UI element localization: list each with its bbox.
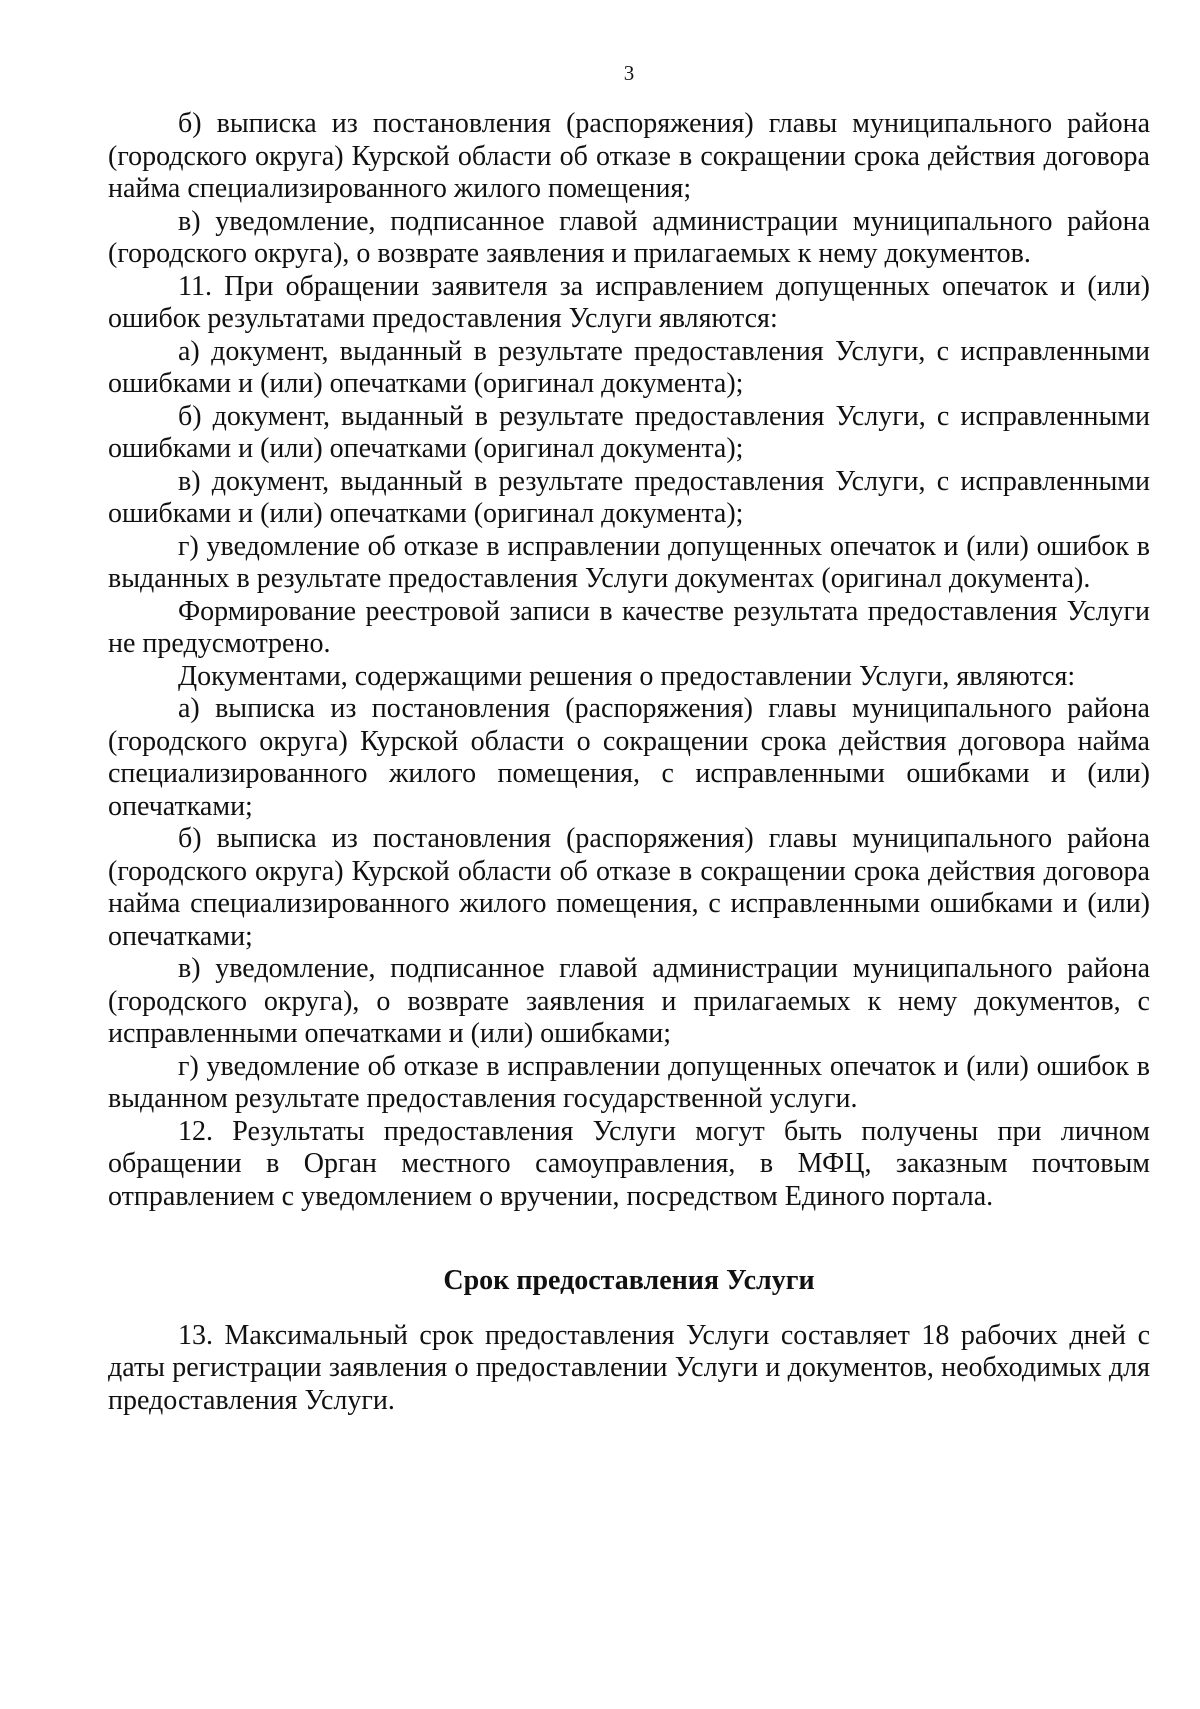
paragraph: в) уведомление, подписанное главой администрации муниципального района (городского округа), о возврате заявления и прилагаемых к нему документов. bbox=[108, 205, 1150, 269]
paragraph: в) уведомление, подписанное главой администрации муниципального района (городского округа), о возврате заявления и прилагаемых к нему документов, с исправленными опечатками и (или) ошибками; bbox=[108, 953, 1150, 1049]
paragraph: в) документ, выданный в результате предоставления Услуги, с исправленными ошибками и (или) опечатками (оригинал документа); bbox=[108, 465, 1150, 529]
paragraph: а) документ, выданный в результате предоставления Услуги, с исправленными ошибками и (или) опечатками (оригинал документа); bbox=[108, 335, 1150, 399]
paragraph: г) уведомление об отказе в исправлении допущенных опечаток и (или) ошибок в выданных в результате предоставления Услуги документах (оригинал документа). bbox=[108, 530, 1150, 594]
paragraph: Формирование реестровой записи в качестве результата предоставления Услуги не предусмотрено. bbox=[108, 595, 1150, 659]
paragraph: б) выписка из постановления (распоряжения) главы муниципального района (городского округа) Курской области об отказе в сокращении срока действия договора найма специализированного жилого помещения; bbox=[108, 108, 1150, 204]
paragraph: Документами, содержащими решения о предоставлении Услуги, являются: bbox=[178, 660, 1076, 692]
section-heading: Срок предоставления Услуги bbox=[443, 1265, 815, 1296]
page-number: 3 bbox=[623, 61, 635, 85]
paragraph: 11. При обращении заявителя за исправлением допущенных опечаток и (или) ошибок результатами предоставления Услуги являются: bbox=[108, 270, 1150, 334]
document-page bbox=[108, 58, 1150, 1417]
paragraph: 12. Результаты предоставления Услуги могут быть получены при личном обращении в Орган местного самоуправления, в МФЦ, заказным почтовым отправлением с уведомлением о вручении, посредством Единого портала. bbox=[108, 1115, 1150, 1212]
paragraph: г) уведомление об отказе в исправлении допущенных опечаток и (или) ошибок в выданном результате предоставления государственной услуги. bbox=[108, 1050, 1150, 1114]
paragraph: 13. Максимальный срок предоставления Услуги составляет 18 рабочих дней с даты регистрации заявления о предоставлении Услуги и документов, необходимых для предоставления Услуги. bbox=[108, 1319, 1150, 1416]
paragraph: а) выписка из постановления (распоряжения) главы муниципального района (городского округа) Курской области о сокращении срока действия договора найма специализированного жилого помещения, с исправленными ошибками и (или) опечатками; bbox=[108, 693, 1150, 822]
paragraph: б) документ, выданный в результате предоставления Услуги, с исправленными ошибками и (или) опечатками (оригинал документа); bbox=[108, 400, 1150, 464]
paragraph: б) выписка из постановления (распоряжения) главы муниципального района (городского округа) Курской области об отказе в сокращении срока действия договора найма специализированного жилого помещения, с исправленными ошибками и (или) опечатками; bbox=[108, 823, 1150, 952]
